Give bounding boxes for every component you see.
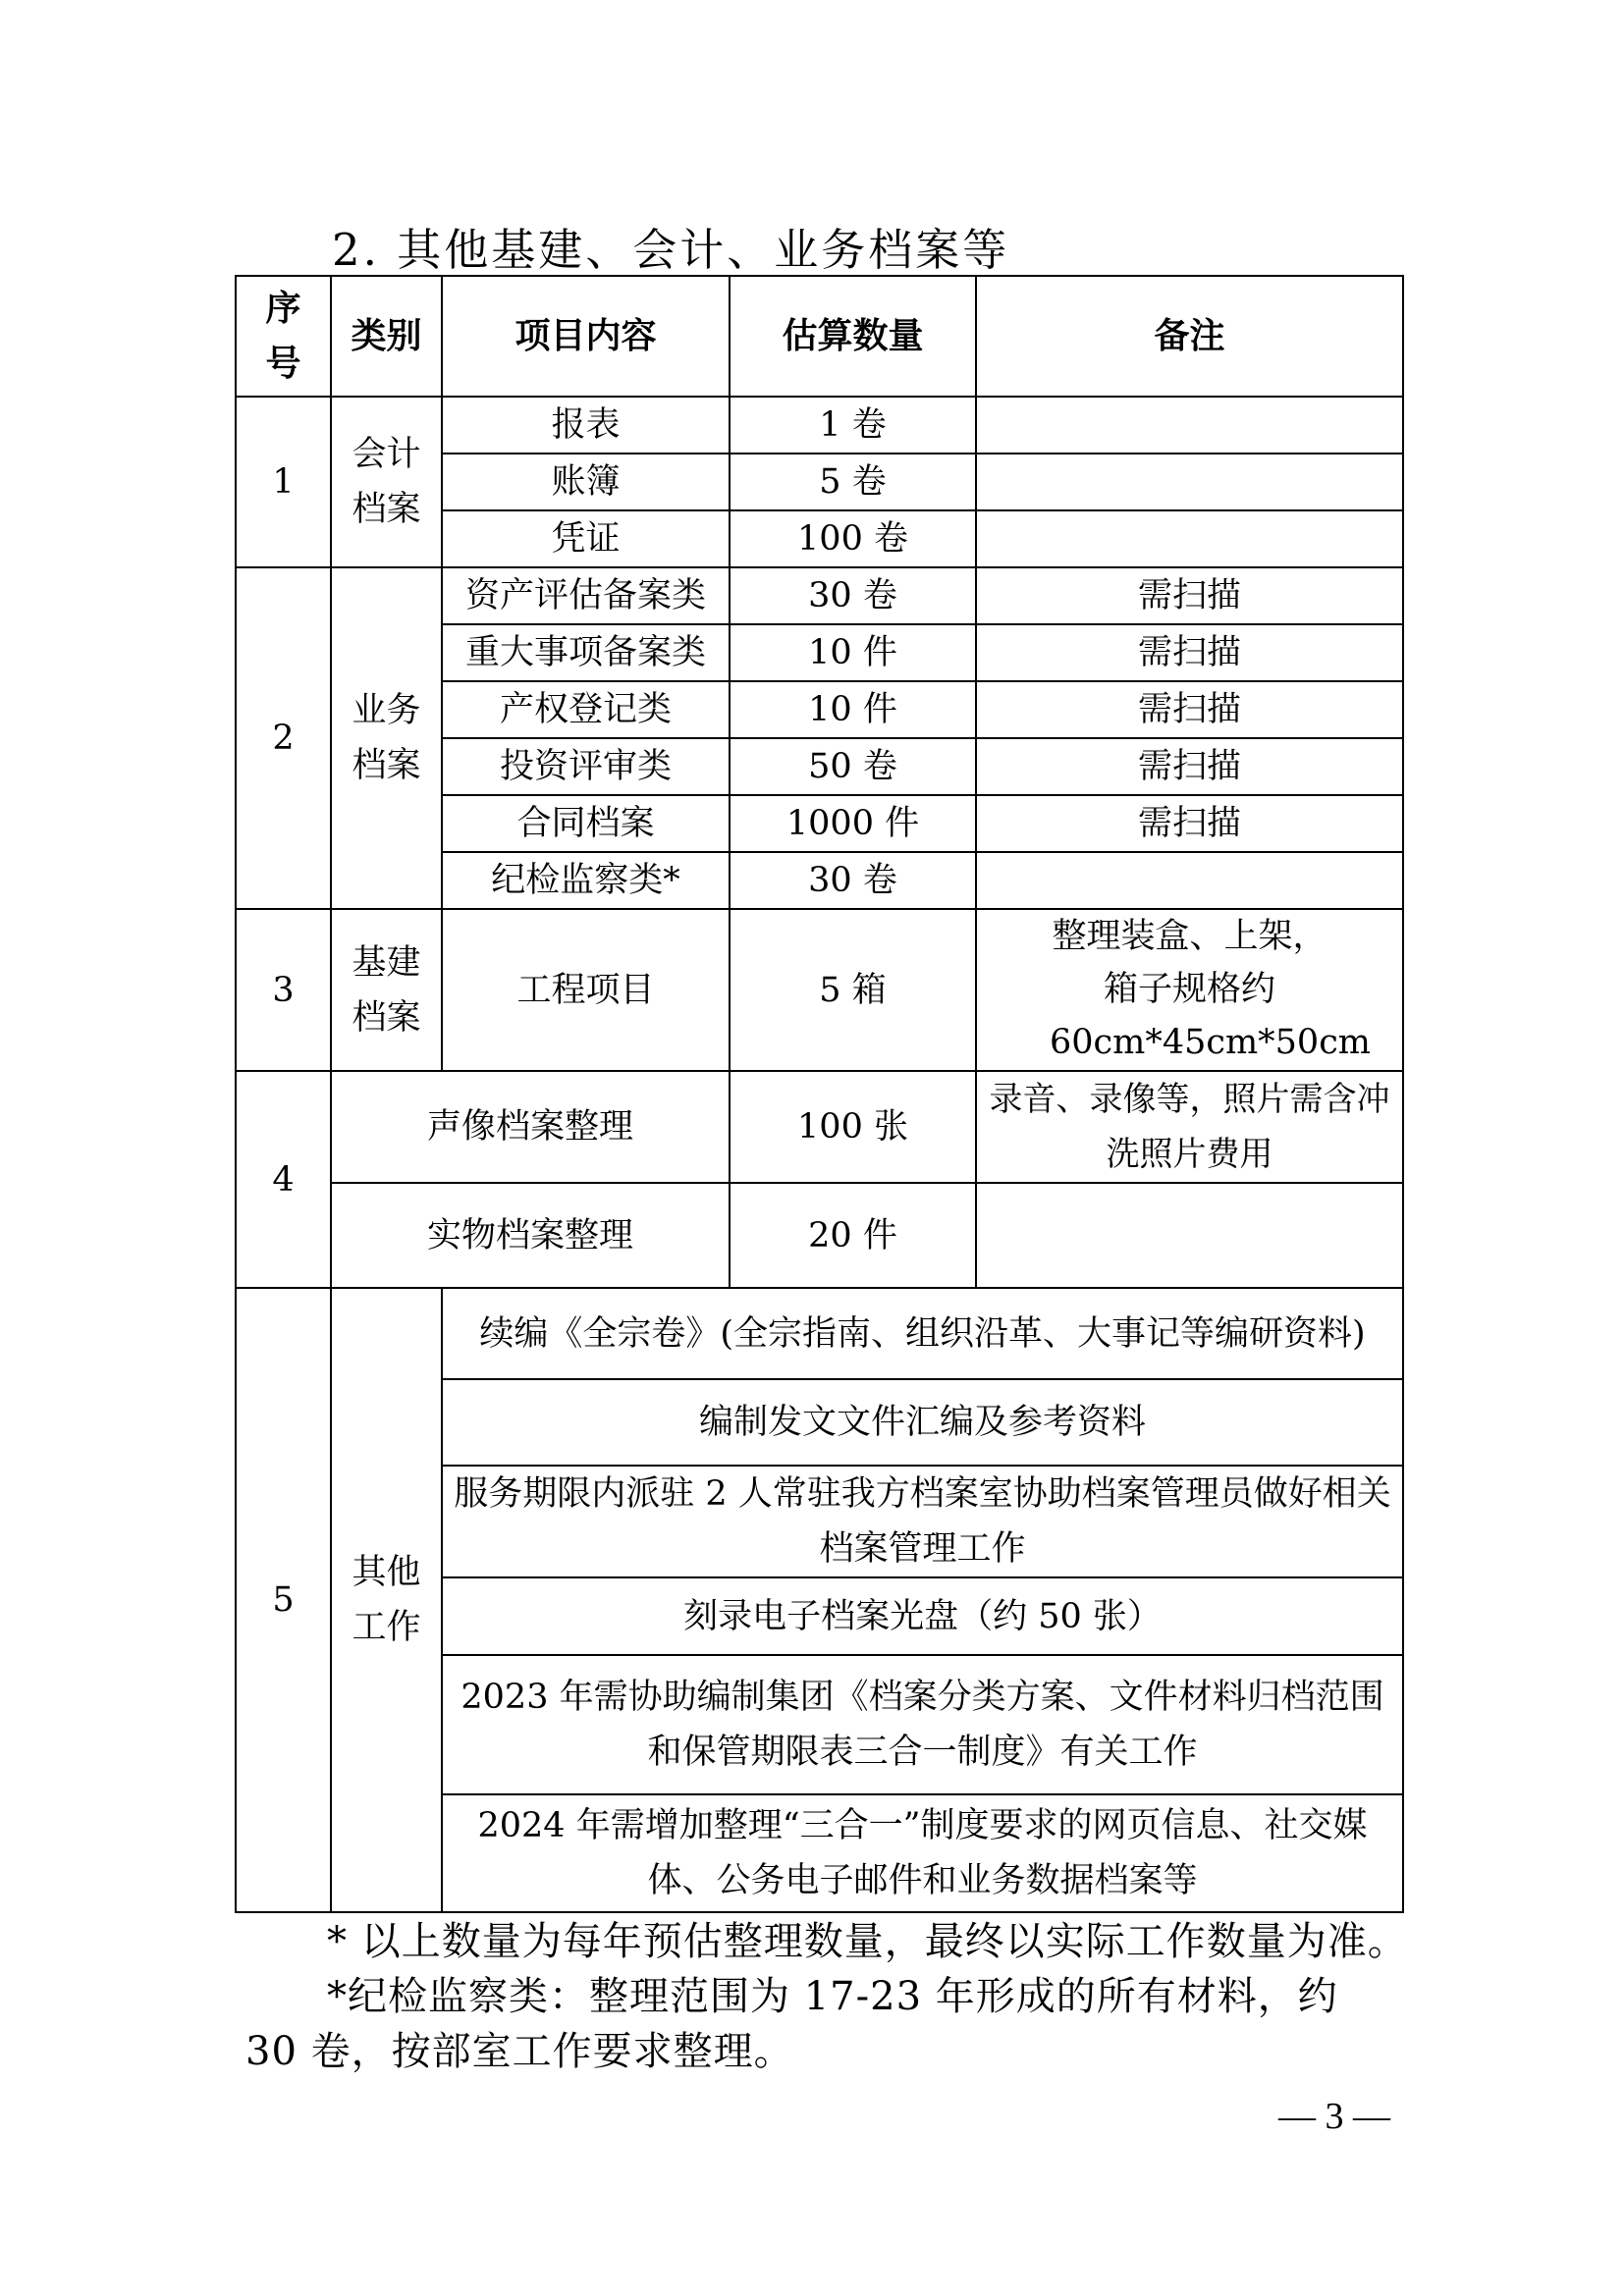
footnote-2-line-1: *纪检监察类：整理范围为 17-23 年形成的所有材料，约 (327, 1974, 1338, 2019)
seq-cell: 5 (236, 1288, 331, 1912)
note-cell (976, 454, 1403, 510)
content-cell: 资产评估备案类 (442, 567, 730, 624)
note-cell (976, 852, 1403, 909)
content-cell: 账簿 (442, 454, 730, 510)
category-cell: 会计档案 (331, 397, 442, 567)
content-cell: 投资评审类 (442, 738, 730, 795)
note-cell (976, 510, 1403, 567)
header-qty: 估算数量 (730, 276, 976, 397)
note-cell: 录音、录像等，照片需含冲洗照片费用 (976, 1071, 1403, 1183)
table-header-row (236, 276, 1403, 397)
archive-table (235, 275, 1404, 1913)
qty-cell: 5 箱 (730, 909, 976, 1071)
note-cell (976, 397, 1403, 454)
work-item-cell: 续编《全宗卷》(全宗指南、组织沿革、大事记等编研资料) (442, 1288, 1403, 1379)
content-cell: 声像档案整理 (331, 1071, 730, 1183)
note-cell: 需扫描 (976, 567, 1403, 624)
qty-cell: 100 卷 (730, 510, 976, 567)
note-cell: 整理装盒、上架，箱子规格约60cm*45cm*50cm (976, 909, 1403, 1071)
work-item-cell: 2024 年需增加整理“三合一”制度要求的网页信息、社交媒体、公务电子邮件和业务数据档案等 (442, 1794, 1403, 1912)
qty-cell: 5 卷 (730, 454, 976, 510)
section-heading: 2. 其他基建、会计、业务档案等 (332, 224, 1010, 276)
header-content: 项目内容 (442, 276, 730, 397)
qty-cell: 100 张 (730, 1071, 976, 1183)
qty-cell: 30 卷 (730, 852, 976, 909)
category-cell: 业务档案 (331, 567, 442, 909)
table-row (236, 397, 1403, 454)
content-cell: 重大事项备案类 (442, 624, 730, 681)
footnote-2-line-2: 30 卷，按部室工作要求整理。 (245, 2029, 794, 2074)
table-row (236, 909, 1403, 1071)
header-seq: 序号 (236, 276, 331, 397)
note-cell: 需扫描 (976, 624, 1403, 681)
work-item-cell: 2023 年需协助编制集团《档案分类方案、文件材料归档范围和保管期限表三合一制度》有关工作 (442, 1655, 1403, 1794)
table-row (236, 1071, 1403, 1183)
content-cell: 工程项目 (442, 909, 730, 1071)
page-number: — 3 — (1278, 2096, 1390, 2137)
content-cell: 实物档案整理 (331, 1183, 730, 1288)
content-cell: 产权登记类 (442, 681, 730, 738)
qty-cell: 1000 件 (730, 795, 976, 852)
content-cell: 纪检监察类* (442, 852, 730, 909)
header-note: 备注 (976, 276, 1403, 397)
seq-cell: 4 (236, 1071, 331, 1288)
note-cell: 需扫描 (976, 738, 1403, 795)
qty-cell: 10 件 (730, 624, 976, 681)
qty-cell: 20 件 (730, 1183, 976, 1288)
qty-cell: 50 卷 (730, 738, 976, 795)
note-cell: 需扫描 (976, 795, 1403, 852)
seq-cell: 2 (236, 567, 331, 909)
category-cell: 基建档案 (331, 909, 442, 1071)
table-row (236, 1288, 1403, 1379)
seq-cell: 3 (236, 909, 331, 1071)
work-item-cell: 服务期限内派驻 2 人常驻我方档案室协助档案管理员做好相关档案管理工作 (442, 1466, 1403, 1577)
qty-cell: 1 卷 (730, 397, 976, 454)
content-cell: 报表 (442, 397, 730, 454)
content-cell: 合同档案 (442, 795, 730, 852)
content-cell: 凭证 (442, 510, 730, 567)
work-item-cell: 刻录电子档案光盘（约 50 张） (442, 1577, 1403, 1655)
table-row (236, 567, 1403, 624)
qty-cell: 10 件 (730, 681, 976, 738)
note-cell (976, 1183, 1403, 1288)
category-cell: 其他工作 (331, 1288, 442, 1912)
header-category: 类别 (331, 276, 442, 397)
qty-cell: 30 卷 (730, 567, 976, 624)
seq-cell: 1 (236, 397, 331, 567)
note-cell: 需扫描 (976, 681, 1403, 738)
work-item-cell: 编制发文文件汇编及参考资料 (442, 1379, 1403, 1466)
footnote-1: * 以上数量为每年预估整理数量，最终以实际工作数量为准。 (327, 1919, 1408, 1964)
table-row (236, 1183, 1403, 1288)
